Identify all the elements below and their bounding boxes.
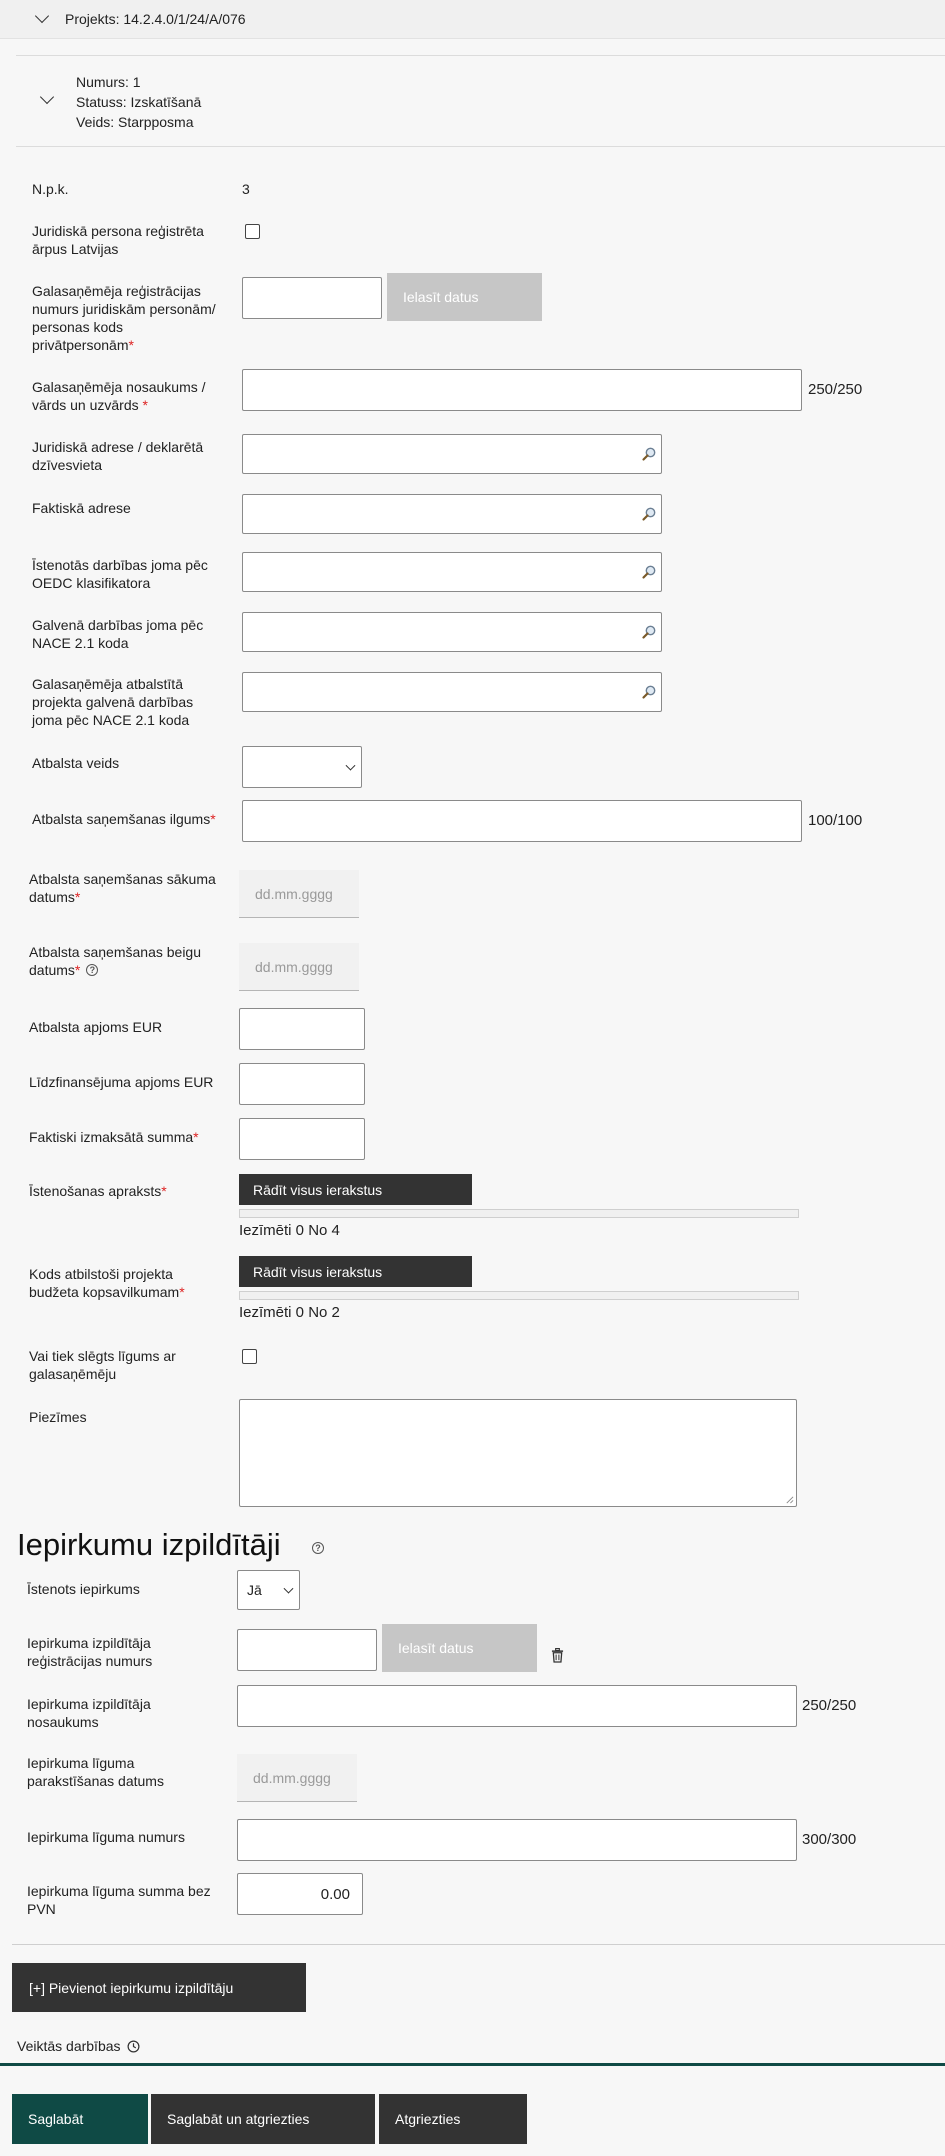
oedc-label: Īstenotās darbības joma pēc OEDC klasifikatora xyxy=(32,557,208,591)
nosaukums-counter: 250/250 xyxy=(808,381,863,398)
ilgums-input[interactable] xyxy=(242,800,802,842)
required-marker: * xyxy=(74,962,81,978)
clock-icon xyxy=(127,2040,140,2053)
required-marker: * xyxy=(161,1183,167,1199)
trash-icon[interactable] xyxy=(551,1648,564,1663)
chevron-down-icon xyxy=(346,761,356,771)
sakuma-datums-input[interactable]: dd.mm.gggg xyxy=(239,870,359,918)
atbalsta-veids-select[interactable] xyxy=(242,746,362,788)
chevron-down-icon[interactable] xyxy=(35,9,49,23)
help-icon[interactable]: ? xyxy=(86,964,98,976)
return-button[interactable]: Atgriezties xyxy=(379,2094,527,2144)
procurement-title: Iepirkumu izpildītāji xyxy=(17,1527,281,1562)
izpilditajs-nosaukums-input[interactable] xyxy=(237,1685,797,1727)
kods-show-all-button[interactable]: Rādīt visus ierakstus xyxy=(239,1256,472,1287)
projekta-nace-input[interactable] xyxy=(242,672,662,712)
faktiska-adrese-input[interactable] xyxy=(242,494,662,534)
faktiska-adrese-label: Faktiskā adrese xyxy=(32,500,131,516)
atbalsta-veids-label: Atbalsta veids xyxy=(32,755,120,771)
izmaksata-input[interactable] xyxy=(239,1118,365,1160)
juridiska-adrese-label: Juridiskā adrese / deklarētā dzīvesvieta xyxy=(32,439,204,473)
reg-numurs-label: Galasaņēmēja reģistrācijas numurs juridiskām personām/ personas kods privātpersonām* xyxy=(32,283,216,353)
juridiska-arpus-checkbox[interactable] xyxy=(245,224,260,239)
apraksts-show-all-button[interactable]: Rādīt visus ierakstus xyxy=(239,1174,472,1205)
izpilditajs-reg-input[interactable] xyxy=(237,1629,377,1671)
search-icon[interactable] xyxy=(641,684,657,700)
ligums-summa-label: Iepirkuma līguma summa bez PVN xyxy=(27,1883,211,1917)
ligums-numurs-counter: 300/300 xyxy=(802,1831,857,1848)
required-marker: * xyxy=(210,811,216,827)
header-divider xyxy=(16,55,945,56)
piezimes-textarea[interactable] xyxy=(239,1399,797,1507)
resize-handle-icon[interactable] xyxy=(785,1495,794,1504)
npk-value: 3 xyxy=(242,181,250,197)
beigu-datums-label: Atbalsta saņemšanas beigu datums * ? xyxy=(29,944,201,978)
apjoms-input[interactable] xyxy=(239,1008,365,1050)
read-data-button[interactable]: Ielasīt datus xyxy=(387,273,542,321)
help-icon[interactable]: ? xyxy=(312,1542,324,1554)
izpilditajs-nosaukums-counter: 250/250 xyxy=(802,1697,857,1714)
project-label: Projekts: 14.2.4.0/1/24/A/076 xyxy=(65,11,246,27)
sakuma-datums-label: Atbalsta saņemšanas sākuma datums* xyxy=(29,871,216,905)
procurement-divider xyxy=(12,1944,945,1945)
ligums-checkbox[interactable] xyxy=(242,1349,257,1364)
search-icon[interactable] xyxy=(641,506,657,522)
nace-label: Galvenā darbības joma pēc NACE 2.1 koda xyxy=(32,617,204,651)
izmaksata-label: Faktiski izmaksātā summa* xyxy=(29,1129,199,1145)
project-header[interactable] xyxy=(0,0,945,39)
apraksts-list[interactable] xyxy=(239,1209,799,1218)
piezimes-label: Piezīmes xyxy=(29,1409,87,1425)
beigu-datums-input[interactable]: dd.mm.gggg xyxy=(239,943,359,991)
add-procurement-button[interactable]: [+] Pievienot iepirkumu izpildītāju xyxy=(12,1963,306,2012)
actions-done-label[interactable]: Veiktās darbības xyxy=(17,2037,140,2055)
istenots-label: Īstenots iepirkums xyxy=(27,1581,140,1597)
ligums-summa-value: 0.00 xyxy=(320,1885,350,1903)
required-marker: * xyxy=(74,889,81,905)
projekta-nace-label: Galasaņēmēja atbalstītā projekta galvenā darbības joma pēc NACE 2.1 koda xyxy=(32,676,194,728)
nosaukums-label: Galasaņēmēja nosaukums / vārds un uzvārds * xyxy=(32,379,206,413)
kods-list[interactable] xyxy=(239,1291,799,1300)
ligums-summa-input[interactable] xyxy=(237,1873,363,1915)
ligums-numurs-label: Iepirkuma līguma numurs xyxy=(27,1829,185,1845)
kods-selected-count: Iezīmēti 0 No 2 xyxy=(239,1304,340,1321)
ilgums-counter: 100/100 xyxy=(808,812,863,829)
ligums-numurs-input[interactable] xyxy=(237,1819,797,1861)
npk-label: N.p.k. xyxy=(32,181,69,197)
save-button[interactable]: Saglabāt xyxy=(12,2094,148,2144)
istenots-value: Jā xyxy=(247,1582,262,1598)
nace-input[interactable] xyxy=(242,612,662,652)
nosaukums-input[interactable] xyxy=(242,369,802,411)
required-marker: * xyxy=(142,397,148,413)
istenots-select[interactable] xyxy=(237,1570,300,1610)
apraksts-label: Īstenošanas apraksts* xyxy=(29,1183,167,1199)
apjoms-label: Atbalsta apjoms EUR xyxy=(29,1019,163,1035)
summary-statuss: Statuss: Izskatīšanā xyxy=(76,94,202,110)
chevron-down-icon xyxy=(284,1584,294,1594)
ligums-datums-label: Iepirkuma līguma parakstīšanas datums xyxy=(27,1755,164,1789)
oedc-input[interactable] xyxy=(242,552,662,592)
kods-label: Kods atbilstoši projekta budžeta kopsavilkumam* xyxy=(29,1266,185,1300)
lidzfinansejums-input[interactable] xyxy=(239,1063,365,1105)
lidzfinansejums-label: Līdzfinansējuma apjoms EUR xyxy=(29,1074,214,1090)
ligums-datums-input[interactable]: dd.mm.gggg xyxy=(237,1754,357,1802)
ilgums-label: Atbalsta saņemšanas ilgums* xyxy=(32,811,216,827)
summary-veids: Veids: Starpposma xyxy=(76,114,194,130)
search-icon[interactable] xyxy=(641,624,657,640)
save-return-button[interactable]: Saglabāt un atgriezties xyxy=(151,2094,375,2144)
chevron-down-icon[interactable] xyxy=(40,90,54,104)
apraksts-selected-count: Iezīmēti 0 No 4 xyxy=(239,1222,340,1239)
juridiska-arpus-label: Juridiskā persona reģistrēta ārpus Latvijas xyxy=(32,223,204,257)
izpilditajs-nosaukums-label: Iepirkuma izpildītāja nosaukums xyxy=(27,1696,151,1730)
required-marker: * xyxy=(193,1129,199,1145)
summary-divider xyxy=(16,146,945,147)
footer-divider xyxy=(0,2063,945,2066)
izpilditajs-read-data-button[interactable]: Ielasīt datus xyxy=(382,1624,537,1672)
izpilditajs-reg-label: Iepirkuma izpildītāja reģistrācijas numurs xyxy=(27,1635,153,1669)
juridiska-adrese-input[interactable] xyxy=(242,434,662,474)
summary-numurs: Numurs: 1 xyxy=(76,74,141,90)
search-icon[interactable] xyxy=(641,446,657,462)
reg-numurs-input[interactable] xyxy=(242,277,382,319)
required-marker: * xyxy=(179,1284,185,1300)
required-marker: * xyxy=(128,337,134,353)
ligums-label: Vai tiek slēgts līgums ar galasaņēmēju xyxy=(29,1348,176,1382)
search-icon[interactable] xyxy=(641,564,657,580)
